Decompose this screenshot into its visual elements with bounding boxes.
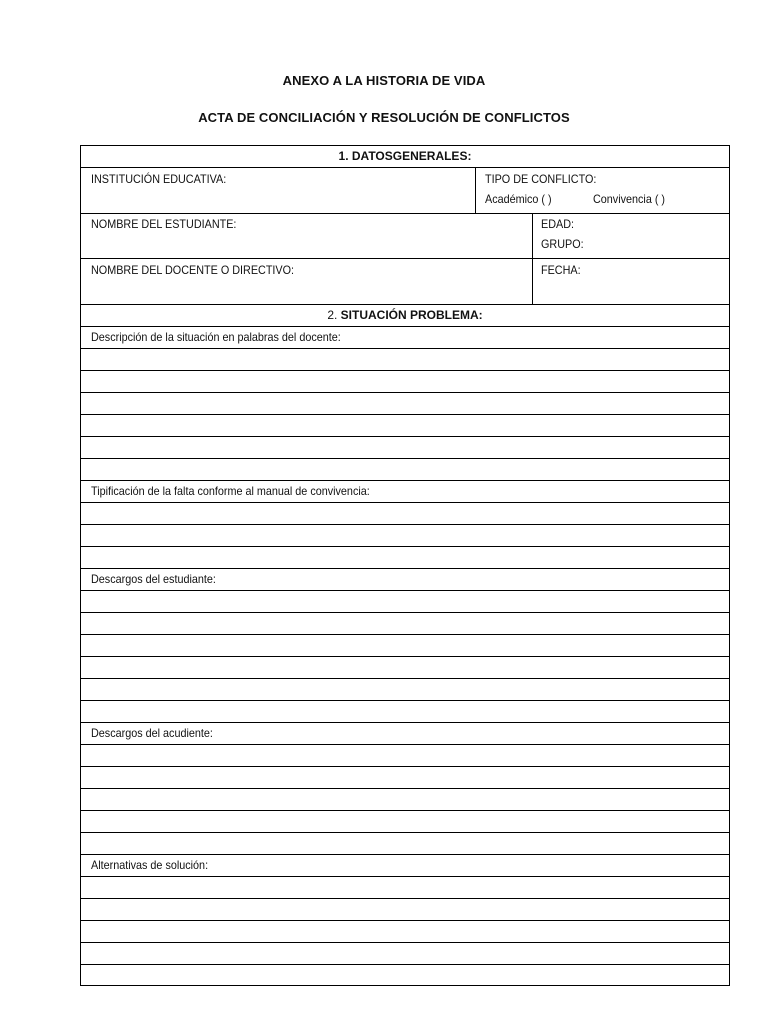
writing-line[interactable] <box>81 920 729 921</box>
conciliation-form <box>80 145 730 986</box>
writing-line[interactable] <box>81 546 729 547</box>
section-2-number: 2. <box>327 308 338 322</box>
descripcion-label: Descripción de la situación en palabras del docente: <box>91 330 341 344</box>
writing-line[interactable] <box>81 678 729 679</box>
writing-line[interactable] <box>81 854 729 855</box>
writing-line[interactable] <box>81 568 729 569</box>
alternativas-label: Alternativas de solución: <box>91 858 209 872</box>
nombre-estudiante-field[interactable]: NOMBRE DEL ESTUDIANTE: <box>91 217 237 231</box>
writing-line[interactable] <box>81 766 729 767</box>
writing-line[interactable] <box>81 414 729 415</box>
edad-field[interactable]: EDAD: <box>541 217 575 231</box>
document-title: ANEXO A LA HISTORIA DE VIDA <box>282 73 486 88</box>
writing-line[interactable] <box>81 876 729 877</box>
section-2-heading <box>81 308 729 322</box>
document-subtitle: ACTA DE CONCILIACIÓN Y RESOLUCIÓN DE CONFLICTOS <box>198 110 570 125</box>
writing-line[interactable] <box>81 744 729 745</box>
descargos-acudiente-label: Descargos del acudiente: <box>91 726 213 740</box>
writing-line[interactable] <box>81 370 729 371</box>
tipo-conflicto-label: TIPO DE CONFLICTO: <box>485 172 597 186</box>
writing-line[interactable] <box>81 524 729 525</box>
writing-line[interactable] <box>81 634 729 635</box>
writing-line[interactable] <box>81 480 729 481</box>
writing-line[interactable] <box>81 832 729 833</box>
writing-line[interactable] <box>81 898 729 899</box>
writing-line[interactable] <box>81 964 729 965</box>
writing-line[interactable] <box>81 590 729 591</box>
grupo-field[interactable]: GRUPO: <box>541 237 584 251</box>
section-2-title: SITUACIÓN PROBLEMA: <box>340 308 483 322</box>
writing-line[interactable] <box>81 656 729 657</box>
writing-line[interactable] <box>81 612 729 613</box>
writing-line[interactable] <box>81 458 729 459</box>
section-1-heading: 1. DATOSGENERALES: <box>338 149 472 163</box>
writing-line[interactable] <box>81 942 729 943</box>
descargos-estudiante-label: Descargos del estudiante: <box>91 572 216 586</box>
writing-line[interactable] <box>81 502 729 503</box>
writing-line[interactable] <box>81 348 729 349</box>
convivencia-checkbox[interactable]: Convivencia ( ) <box>593 192 666 206</box>
writing-line[interactable] <box>81 722 729 723</box>
tipificacion-label: Tipificación de la falta conforme al manual de convivencia: <box>91 484 370 498</box>
writing-line[interactable] <box>81 392 729 393</box>
writing-line[interactable] <box>81 700 729 701</box>
writing-line[interactable] <box>81 810 729 811</box>
academico-checkbox[interactable]: Académico ( ) <box>485 192 552 206</box>
institucion-educativa-field[interactable]: INSTITUCIÓN EDUCATIVA: <box>91 172 227 186</box>
writing-line[interactable] <box>81 788 729 789</box>
nombre-docente-field[interactable]: NOMBRE DEL DOCENTE O DIRECTIVO: <box>91 263 295 277</box>
fecha-field[interactable]: FECHA: <box>541 263 581 277</box>
writing-line[interactable] <box>81 436 729 437</box>
